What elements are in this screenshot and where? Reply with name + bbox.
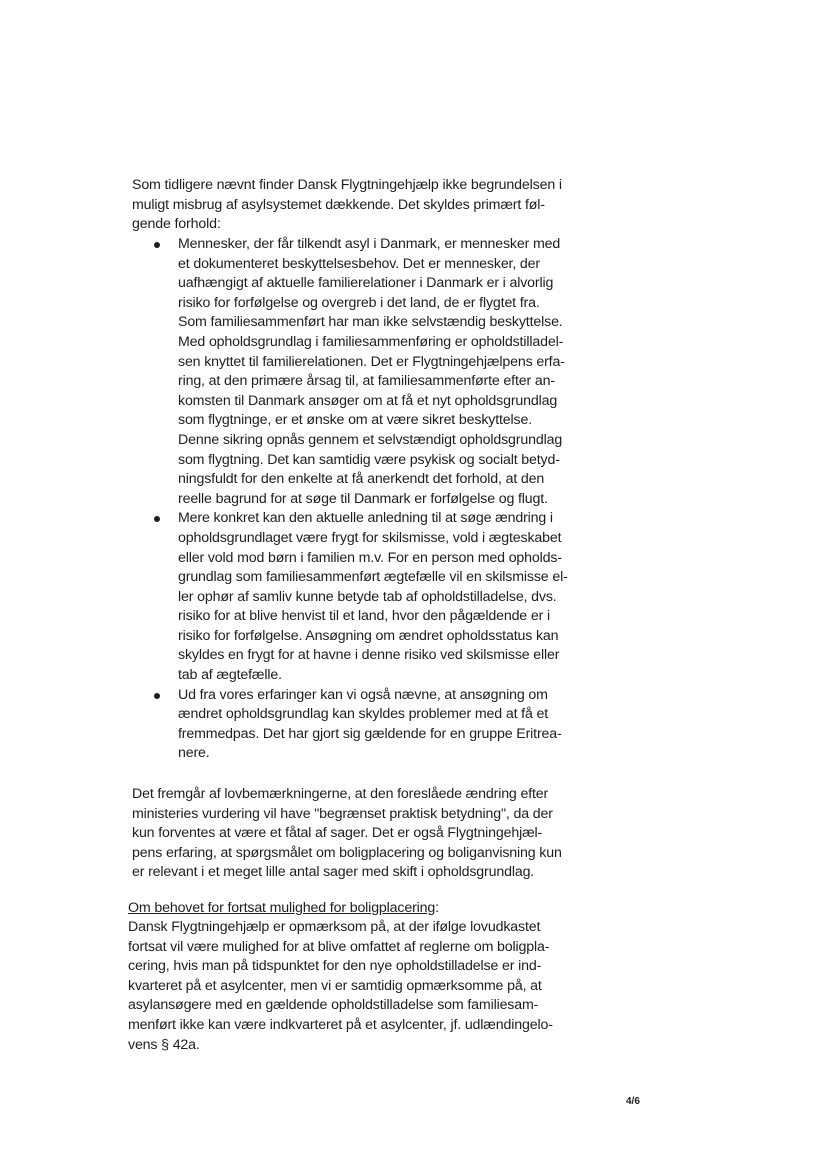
text-line: risiko for forfølgelse og overgreb i det land, de er flygtet fra. bbox=[178, 294, 540, 311]
bullet-list bbox=[132, 235, 602, 764]
text-line: reelle bagrund for at søge til Danmark er forfølgelse og flugt. bbox=[178, 490, 548, 507]
text-line: ningsfuldt for den enkelte at få anerkendt det forhold, at den bbox=[178, 471, 545, 488]
text-line: fremmedpas. Det har gjort sig gældende for en gruppe Eritrea- bbox=[178, 725, 562, 742]
text-line: skyldes en frygt for at havne i denne risiko ved skilsmisse eller bbox=[178, 647, 560, 664]
bullet-item-asylum bbox=[132, 235, 602, 509]
text-line: ring, at den primære årsag til, at familiesammenførte efter an- bbox=[178, 373, 555, 390]
section-heading-suffix: : bbox=[435, 900, 439, 916]
text-line: Dansk Flygtningehjælp er opmærksom på, at der ifølge lovudkastet bbox=[128, 919, 541, 935]
text-line: ministeries vurdering vil have "begrænset praktisk betydning", da der bbox=[132, 805, 553, 822]
bullet-icon bbox=[154, 516, 160, 522]
text-line: uafhængigt af aktuelle familierelationer i Danmark er i alvorlig bbox=[178, 275, 554, 292]
bullet-item-divorce bbox=[132, 509, 602, 685]
text-line: vens § 42a. bbox=[128, 1036, 200, 1053]
text-line: et dokumenteret beskyttelsesbehov. Det er mennesker, der bbox=[178, 255, 540, 272]
text-line: sen knyttet til familierelationen. Det er Flygtningehjælpens erfa- bbox=[178, 353, 565, 370]
text-line: ler ophør af samliv kunne betyde tab af opholdstilladelse, dvs. bbox=[178, 588, 557, 605]
text-line: Det fremgår af lovbemærkningerne, at den foreslåede ændring efter bbox=[132, 786, 549, 802]
text-line: nere. bbox=[178, 745, 210, 762]
bullet-icon bbox=[154, 693, 160, 699]
text-line: gende forhold: bbox=[132, 216, 221, 233]
text-line: kvarteret på et asylcenter, men vi er samtidig opmærksomme på, at bbox=[128, 977, 542, 994]
text-line: kun forventes at være et fåtal af sager. Det er også Flygtningehjæl- bbox=[132, 825, 543, 842]
text-line: Som familiesammenført har man ikke selvstændig beskyttelse. bbox=[178, 314, 563, 331]
text-line: ændret opholdsgrundlag kan skyldes problemer med at få et bbox=[178, 706, 549, 723]
intro-paragraph bbox=[132, 176, 592, 235]
text-line: Mennesker, der får tilkendt asyl i Danmark, er mennesker med bbox=[178, 236, 561, 252]
text-line: risiko for at blive henvist til et land, hvor den pågældende er i bbox=[178, 608, 550, 625]
text-line: eller vold mod børn i familien m.v. For en person med opholds- bbox=[178, 549, 562, 566]
bullet-icon bbox=[154, 242, 160, 248]
text-line: opholdsgrundlaget være frygt for skilsmisse, vold i ægteskabet bbox=[178, 529, 562, 546]
text-line: risiko for forfølgelse. Ansøgning om ændret opholdsstatus kan bbox=[178, 627, 559, 644]
housing-paragraph bbox=[128, 918, 588, 1055]
text-line: komsten til Danmark ansøger om at få et nyt opholdsgrundlag bbox=[178, 392, 558, 409]
text-line: muligt misbrug af asylsystemet dækkende. Det skyldes primært føl- bbox=[132, 196, 545, 213]
text-line: som flygtninge, er et ønske om at være sikret beskyttelse. bbox=[178, 412, 533, 429]
text-line: cering, hvis man på tidspunktet for den nye opholdstilladelse er ind- bbox=[128, 958, 542, 975]
text-line: er relevant i et meget lille antal sager med skift i opholdsgrundlag. bbox=[132, 864, 535, 881]
text-line: fortsat vil være mulighed for at blive omfattet af reglerne om boligpla- bbox=[128, 938, 550, 955]
text-line: Denne sikring opnås gennem et selvstændigt opholdsgrundlag bbox=[178, 431, 563, 448]
text-line: tab af ægtefælle. bbox=[178, 667, 282, 684]
text-line: Med opholdsgrundlag i familiesammenføring er opholdstilladel- bbox=[178, 333, 564, 350]
page-number: 4/6 bbox=[626, 1096, 640, 1107]
section-heading bbox=[128, 899, 439, 919]
text-line: pens erfaring, at spørgsmålet om boligplacering og boliganvisning kun bbox=[132, 844, 562, 861]
section-heading-text: Om behovet for fortsat mulighed for boligplacering bbox=[128, 900, 436, 916]
text-line: grundlag som familiesammenført ægtefælle vil en skilsmisse el- bbox=[178, 569, 568, 586]
assessment-paragraph bbox=[132, 785, 592, 883]
text-line: Som tidligere nævnt finder Dansk Flygtningehjælp ikke begrundelsen i bbox=[132, 177, 562, 193]
text-line: menført ikke kan være indkvarteret på et asylcenter, jf. udlændingelo- bbox=[128, 1016, 553, 1033]
bullet-item-passport bbox=[132, 686, 602, 764]
text-line: som flygtning. Det kan samtidig være psykisk og socialt betyd- bbox=[178, 451, 560, 468]
text-line: asylansøgere med en gældende opholdstilladelse som familiesam- bbox=[128, 997, 539, 1014]
text-line: Mere konkret kan den aktuelle anledning til at søge ændring i bbox=[178, 510, 553, 527]
text-line: Ud fra vores erfaringer kan vi også nævne, at ansøgning om bbox=[178, 686, 548, 703]
